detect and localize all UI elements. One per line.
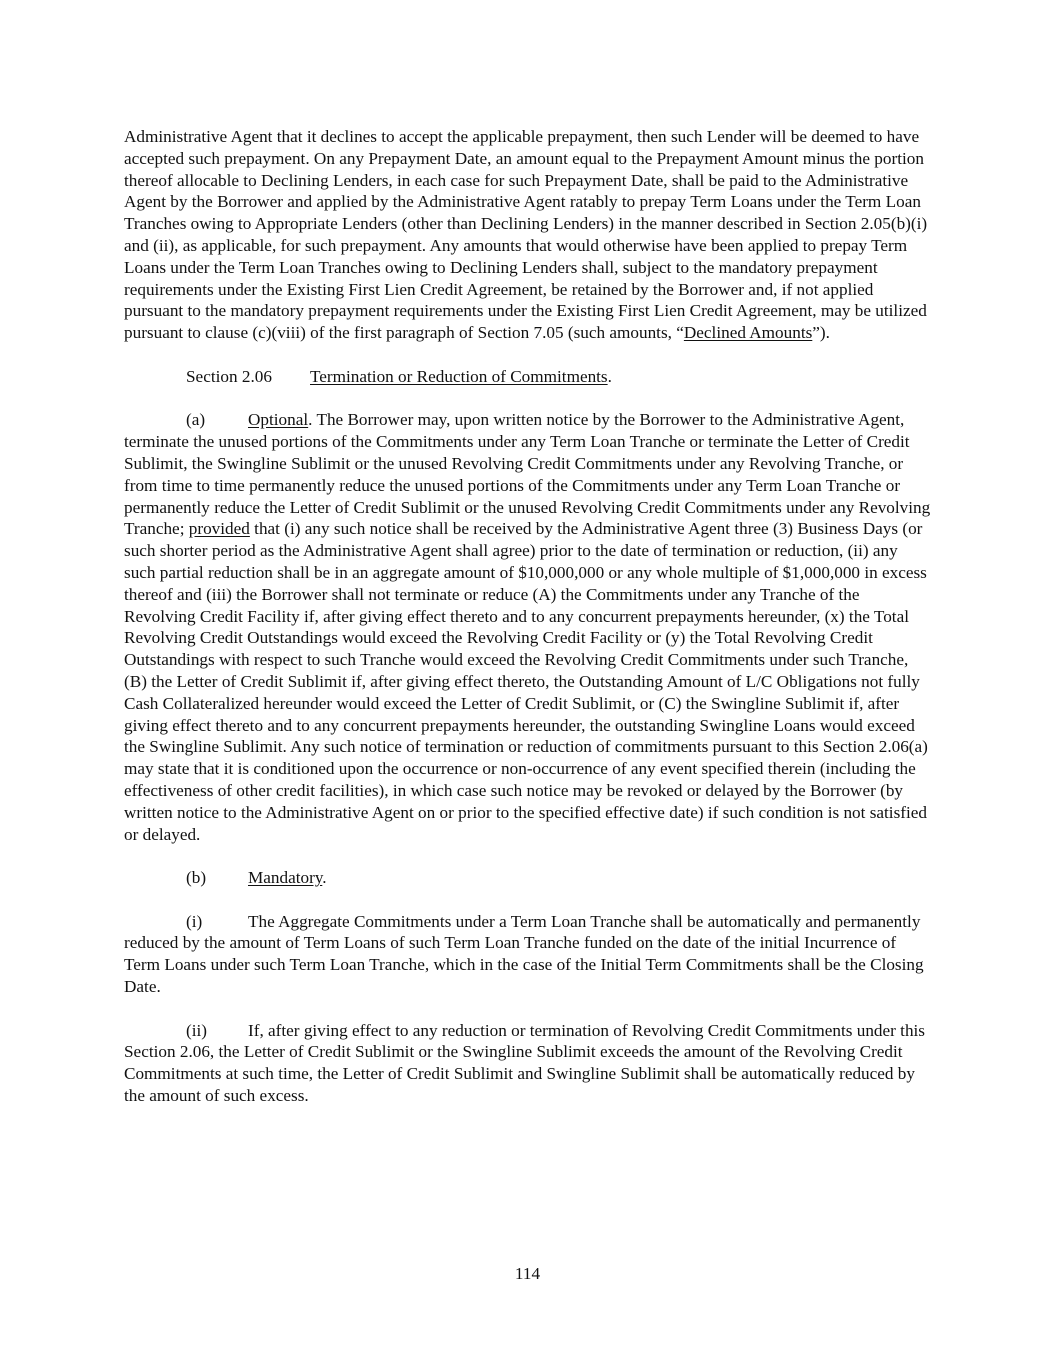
paragraph-b-label: (b) (186, 868, 207, 888)
document-page (124, 126, 932, 1129)
paragraph-a-text-1: . The Borrower may, upon written notice by the Borrower to the Administrative Agent, terminate the unused portions of the Commitments under any Term Loan Tranche or terminate the Letter of Credit Sublimit, the Swingline Sublimit or the unused Revolving Credit Commitments under any Revolving Tranche, or from time to time permanently reduce the unused portions of the Commitments under any Term Loan Tranche or permanently reduce the Letter of Credit Sublimit or the unused Revolving Credit Commitments under any Revolving Tranche; (124, 410, 931, 539)
continuation-paragraph (124, 126, 932, 344)
paragraph-b-ii-text: If, after giving effect to any reduction or termination of Revolving Credit Commitments under this Section 2.06, the Letter of Credit Sublimit or the Swingline Sublimit exceeds the amount of the Revolving Credit Commitments at such time, the Letter of Credit Sublimit and Swingline Sublimit shall be automatically reduced by the amount of such excess. (124, 1020, 926, 1106)
section-title: Termination or Reduction of Commitments (310, 366, 608, 386)
paragraph-b-heading: Mandatory (248, 868, 323, 888)
paragraph-b (124, 867, 932, 889)
paragraph-b-i-text: The Aggregate Commitments under a Term Loan Tranche shall be automatically and permanently reduced by the amount of Term Loans of such Term Loan Tranche funded on the date of the initial Incurrence of Term Loans under such Term Loan Tranche, which in the case of the Initial Term Commitments shall be the Closing Date. (124, 911, 924, 997)
paragraph-b-ii-label: (ii) (186, 1020, 207, 1040)
continuation-text: Administrative Agent that it declines to accept the applicable prepayment, then such Lender will be deemed to have accepted such prepayment. On any Prepayment Date, an amount equal to the Prepayment Amount minus the portion thereof allocable to Declining Lenders, in each case for such Prepayment Date, shall be paid to the Administrative Agent by the Borrower and applied by the Administrative Agent ratably to prepay Term Loans under the Term Loan Tranches owing to Appropriate Lenders (other than Declining Lenders) in the manner described in Section 2.05(b)(i) and (ii), as applicable, for such prepayment. Any amounts that would otherwise have been applied to prepay Term Loans under the Term Loan Tranches owing to Declining Lenders shall, subject to the mandatory prepayment requirements under the Existing First Lien Credit Agreement, be retained by the Borrower and, if not applied pursuant to the mandatory prepayment requirements under the Existing First Lien Credit Agreement, may be utilized pursuant to clause (c)(viii) of the first paragraph of Section 7.05 (such amounts, “ (124, 127, 928, 343)
paragraph-b-end: . (322, 868, 327, 888)
paragraph-a-proviso: provided (188, 519, 250, 539)
section-title-end: . (607, 366, 612, 386)
paragraph-a-label: (a) (186, 410, 206, 430)
page-number: 114 (514, 1264, 541, 1283)
paragraph-a-heading: Optional (248, 410, 309, 430)
paragraph-a-text-2: that (i) any such notice shall be received by the Administrative Agent three (3) Business Days (or such shorter period as the Administrative Agent shall agree) prior to the date of termination or reduction, (ii) any such partial reduction shall be in an aggregate amount of $10,000,000 or any whole multiple of $1,000,000 in excess thereof and (iii) the Borrower shall not terminate or reduce (A) the Commitments under any Tranche of the Revolving Credit Facility if, after giving effect thereto and to any concurrent prepayments hereunder, (x) the Total Revolving Credit Outstandings would exceed the Revolving Credit Facility or (y) the Total Revolving Credit Outstandings with respect to such Tranche would exceed the Revolving Credit Commitments under such Tranche, (B) the Letter of Credit Sublimit if, after giving effect thereto, the Outstanding Amount of L/C Obligations not fully Cash Collateralized hereunder would exceed the Letter of Credit Sublimit, or (C) the Swingline Sublimit if, after giving effect thereto and to any concurrent prepayments hereunder, the outstanding Swingline Loans would exceed the Swingline Sublimit. Any such notice of termination or reduction of commitments pursuant to this Section 2.06(a) may state that it is conditioned upon the occurrence or non-occurrence of any event specified therein (including the effectiveness of other credit facilities), in which case such notice may be revoked or delayed by the Borrower (by written notice to the Administrative Agent on or prior to the specified effective date) if such condition is not satisfied or delayed. (124, 519, 928, 844)
paragraph-b-i (124, 911, 932, 998)
continuation-end: ”). (812, 323, 830, 343)
paragraph-b-i-label: (i) (186, 911, 203, 931)
paragraph-a (124, 409, 932, 845)
section-number: Section 2.06 (186, 366, 272, 386)
section-heading (124, 366, 932, 388)
defined-term-declined-amounts: Declined Amounts (683, 323, 813, 343)
paragraph-b-ii (124, 1020, 932, 1107)
